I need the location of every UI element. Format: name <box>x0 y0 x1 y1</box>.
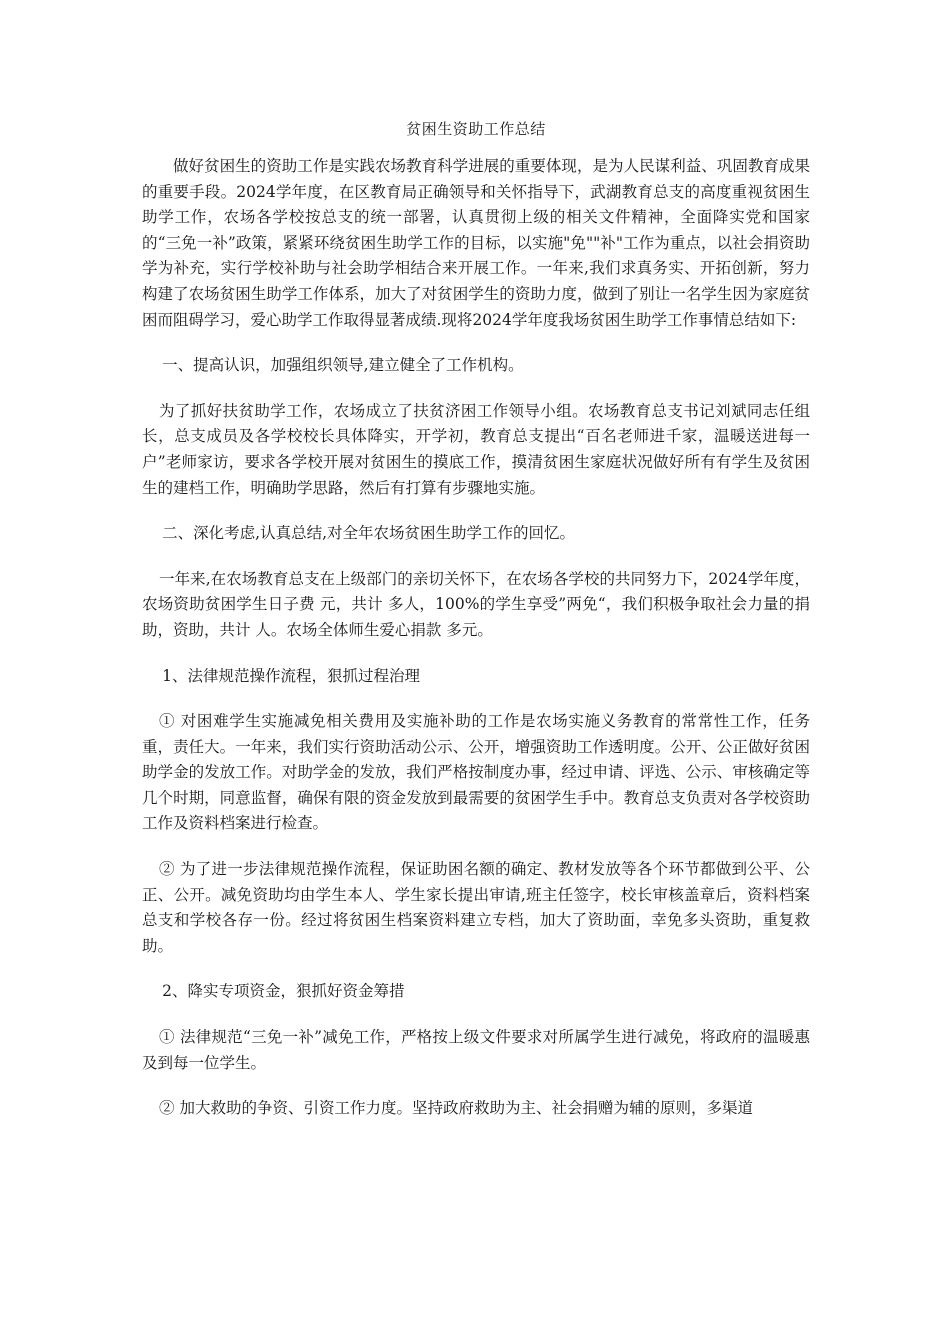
subsection1-item1: ① 对困难学生实施减免相关费用及实施补助的工作是农场实施义务教育的常常性工作，任务重，责任大。一年来，我们实行资助活动公示、公开，增强资助工作透明度。公开、公正做好贫困助学金的发放工作。对助学金的发放，我们严格按制度办事，经过申请、评选、公示、审核确定等几个时期，同意监督，确保有限的资金发放到最需要的贫困学生手中。教育总支负责对各学校资助工作及资料档案进行检查。 <box>142 712 810 833</box>
subsection2-item1: ① 法律规范“三免一补”减免工作，严格按上级文件要求对所属学生进行减免，将政府的温暖惠及到每一位学生。 <box>142 1028 810 1072</box>
document-page <box>142 118 810 1142</box>
document-title: 贫困生资助工作总结 <box>406 120 546 138</box>
intro-paragraph: 做好贫困生的资助工作是实践农场教育科学进展的重要体现，是为人民谋利益、巩固教育成果的重要手段。2024学年度，在区教育局正确领导和关怀指导下，武湖教育总支的高度重视贫困生助学工作，农场各学校按总支的统一部署，认真贯彻上级的相关文件精神，全面降实党和国家的“三免一补”政策，紧紧环绕贫困生助学工作的目标，以实施"免""补"工作为重点，以社会捐资助学为补充，实行学校补助与社会助学相结合来开展工作。一年来,我们求真务实、开拓创新，努力构建了农场贫困生助学工作体系，加大了对贫困学生的资助力度，做到了别让一名学生因为家庭贫困而阻碍学习，爱心助学工作取得显著成绩.现将2024学年度我场贫困生助学工作事情总结如下: <box>142 157 810 329</box>
section2-heading: 二、深化考虑,认真总结,对全年农场贫困生助学工作的回忆。 <box>162 524 575 543</box>
subsection1-heading: 1、法律规范操作流程，狠抓过程治理 <box>162 666 421 685</box>
subsection1-item2: ② 为了进一步法律规范操作流程，保证助困名额的确定、教材发放等各个环节都做到公平、公正、公开。减免资助均由学生本人、学生家长提出审请,班主任签字，校长审核盖章后，资料档案总支和学校各存一份。经过将贫困生档案资料建立专档，加大了资助面，幸免多头资助，重复救助。 <box>142 860 810 955</box>
section1-heading: 一、提高认识，加强组织领导,建立健全了工作机构。 <box>162 356 524 375</box>
subsection2-heading: 2、降实专项资金，狠抓好资金筹措 <box>162 982 405 1001</box>
subsection2-item2: ② 加大救助的争资、引资工作力度。坚持政府救助为主、社会捐赠为辅的原则，多渠道 <box>159 1099 753 1118</box>
section1-paragraph: 为了抓好扶贫助学工作，农场成立了扶贫济困工作领导小组。农场教育总支书记刘斌同志任组长，总支成员及各学校校长具体降实，开学初，教育总支提出“百名老师进千家，温暖送进每一户”老师家访，要求各学校开展对贫困生的摸底工作，摸清贫困生家庭状况做好所有有学生及贫困生的建档工作，明确助学思路，然后有打算有步骤地实施。 <box>142 401 810 497</box>
section2-paragraph: 一年来,在农场教育总支在上级部门的亲切关怀下，在农场各学校的共同努力下，2024学年度，农场资助贫困学生日子费 元，共计 多人，100%的学生享受”两免“，我们积极争取社会力量的捐助，资助，共计 人。农场全体师生爱心捐款 多元。 <box>142 569 810 639</box>
